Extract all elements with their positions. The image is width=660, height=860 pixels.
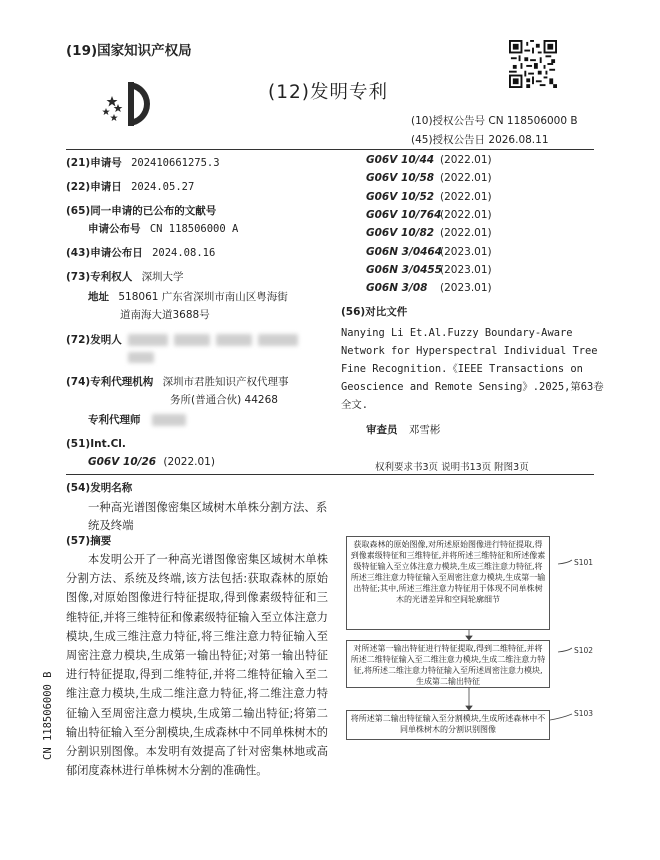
abstract-label: (57)摘要 [66, 535, 112, 547]
inventor-redacted-4 [258, 334, 298, 346]
application-pub-date: 2024.08.16 [152, 247, 216, 259]
application-number: 202410661275.3 [131, 157, 220, 169]
header-divider [66, 149, 594, 150]
ipc-code: G06N 3/08 [366, 282, 428, 295]
inventor-redacted-1 [128, 334, 168, 346]
flow-label-s103: S103 [574, 709, 594, 718]
ipc-entry [366, 227, 492, 239]
side-patent-number: CN 118506000 B [42, 671, 54, 760]
int-cl-row [88, 455, 215, 469]
application-date-label: (22)申请日 [66, 181, 122, 193]
document-type: (12)发明专利 [268, 82, 388, 103]
int-cl-code: G06V 10/26 [88, 456, 157, 468]
address-label: 地址 [88, 291, 109, 303]
ipc-date: (2022.01) [440, 190, 492, 203]
same-application-label: (65)同一申请的已公布的文献号 [66, 205, 217, 217]
grant-publication-date: (45)授权公告日 2026.08.11 [411, 134, 549, 146]
invention-title: 一种高光谱图像密集区域树木单株分割方法、系统及终端 [88, 500, 328, 532]
examiner-row [366, 423, 440, 437]
ipc-entry [366, 209, 492, 221]
inventor-redacted-2 [174, 334, 210, 346]
qr-code [509, 40, 557, 88]
ipc-code: G06V 10/764 [366, 208, 442, 221]
references-text: Nanying Li Et.Al.Fuzzy Boundary-Aware Network for Hyperspectral Individual Tree Fine Recognition.《IEEE Transactions on Geoscience and Remote Sensing》.2025,第63卷全文. [341, 327, 604, 411]
patentee-label: (73)专利权人 [66, 271, 133, 283]
agency-line-1: 深圳市君胜知识产权代理事 [162, 376, 289, 388]
ipc-code: G06V 10/58 [366, 172, 435, 185]
ipc-date: (2022.01) [440, 172, 492, 185]
ipc-code: G06V 10/82 [366, 227, 435, 240]
address-line-2: 道南海大道3688号 [120, 309, 210, 321]
patentee-row [66, 270, 184, 284]
abstract-text: 本发明公开了一种高光谱图像密集区域树木单株分割方法、系统及终端,该方法包括:获取森林的原始图像,对原始图像进行特征提取,得到像素级特征和三维特征,并将三维特征和像素级特征输入至立体注意力模块,生成三维注意力特征,将三维注意力特征输入至周密注意力模块,生成第一输出特征;对第一输出特征进行特征提取,得到二维特征,并将二维特征输入至二维注意力模块,生成二维注意力特征,将二维注意力特征输入至周密注意力模块,生成第二输出特征;将第二输出特征输入至分割模块,生成森林中不同单株树木的分割识别图像。本发明有效提高了针对密集林地或高郁闭度森林进行单株树木分割的准确性。 [66, 553, 328, 778]
ipc-entry [366, 172, 492, 184]
ipc-entry [366, 282, 492, 294]
agency-line-2: 务所(普通合伙) 44268 [170, 394, 278, 406]
ipc-entry [366, 191, 492, 203]
inventor-redacted-3 [216, 334, 252, 346]
application-date: 2024.05.27 [131, 181, 195, 193]
ipc-code: G06N 3/0455 [366, 263, 443, 276]
ipc-date: (2022.01) [440, 154, 492, 166]
ipc-entry [366, 246, 492, 258]
ipc-code: G06V 10/44 [366, 154, 435, 166]
agency-label: (74)专利代理机构 [66, 376, 154, 388]
references-label: (56)对比文件 [341, 306, 408, 318]
ipc-entry [366, 264, 492, 276]
ipc-entry [366, 154, 492, 166]
inventor-label: (72)发明人 [66, 334, 122, 346]
examiner-name: 邓雪彬 [408, 424, 441, 436]
application-number-label: (21)申请号 [66, 157, 122, 169]
application-pub-date-label: (43)申请公布日 [66, 247, 143, 259]
application-date-row [66, 180, 194, 194]
ipc-code: G06N 3/0464 [366, 245, 443, 258]
ipc-date: (2022.01) [440, 208, 492, 221]
invention-title-label: (54)发明名称 [66, 482, 133, 494]
application-number-row [66, 156, 220, 170]
flow-label-s102: S102 [574, 646, 594, 655]
page-counts: 权利要求书3页 说明书13页 附图3页 [375, 462, 529, 473]
same-application-pub: CN 118506000 A [149, 223, 239, 235]
examiner-label: 审查员 [366, 424, 398, 436]
ipc-date: (2023.01) [440, 263, 492, 276]
int-cl-label: (51)Int.Cl. [66, 438, 126, 450]
flow-step-s101: 获取森林的原始图像,对所述原始图像进行特征提取,得到像素级特征和三维特征,并将所述三维特征和所述像素级特征输入至立体注意力模块,生成三维注意力特征,将所述三维注意力特征输入至周密注意力模块,生成第一输出特征;其中,所述三维注意力特征用于体现不同单株树木的光谱差异和空间轮廓细节 [346, 536, 550, 630]
address-line-1: 518061 广东省深圳市南山区粤海街 [118, 291, 288, 303]
flow-step-s102: 对所述第一输出特征进行特征提取,得到二维特征,并将所述二维特征输入至二维注意力模块,生成二维注意力特征,将所述二维注意力特征输入至所述周密注意力模块,生成第二输出特征 [346, 640, 550, 688]
cnipa-logo [98, 78, 162, 128]
agent-label: 专利代理师 [88, 414, 141, 426]
same-application-pub-label: 申请公布号 [88, 223, 141, 235]
flow-step-s103: 将所述第二输出特征输入至分割模块,生成所述森林中不同单株树木的分割识别图像 [346, 710, 550, 740]
ipc-date: (2023.01) [440, 282, 492, 295]
application-pub-date-row [66, 246, 215, 260]
int-cl-date: (2022.01) [163, 456, 215, 468]
address-row [88, 290, 288, 304]
mid-divider [66, 474, 594, 475]
flow-label-s101: S101 [574, 558, 594, 567]
agent-redacted [152, 414, 186, 426]
office-name: (19)国家知识产权局 [66, 43, 192, 59]
ipc-code: G06V 10/52 [366, 190, 435, 203]
inventor-redacted-5 [128, 352, 154, 363]
agency-row [66, 375, 289, 389]
grant-publication-number: (10)授权公告号 CN 118506000 B [411, 115, 578, 127]
patentee: 深圳大学 [141, 271, 184, 283]
ipc-date: (2022.01) [440, 227, 492, 240]
same-application-row [88, 222, 238, 236]
ipc-date: (2023.01) [440, 245, 492, 258]
